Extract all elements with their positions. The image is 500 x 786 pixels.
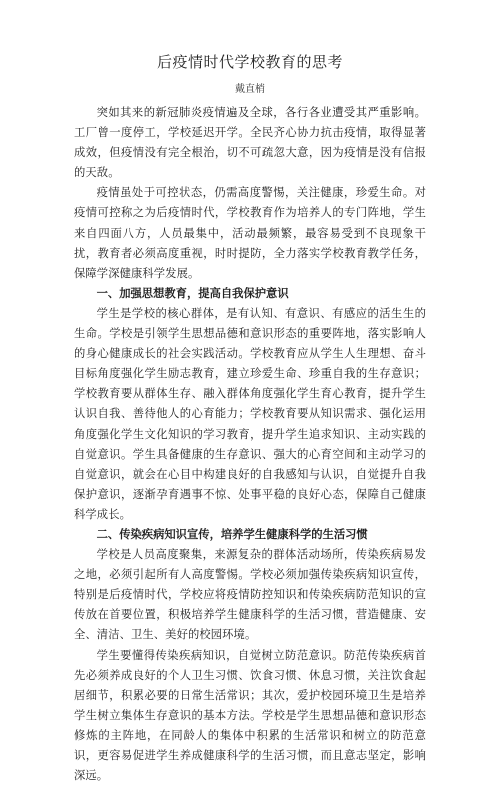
page-title: 后疫情时代学校教育的思考 [156,53,343,71]
paragraph-intro-2: 疫情虽处于可控状态，仍需高度警惕，关注健康，珍爱生命。对疫情可控称之为后疫情时代，学校教育作为培养人的专门阵地，学生来自四面八方，人员最集中，活动最频繁，最容易受到不良现象干扰，教育者必须高度重视，时时提防，全力落实学校教育教学任务，保障学深健康科学发展。 [74,186,426,280]
author-name: 戴直梢 [235,84,265,95]
paragraph-section2-1: 学校是人员高度聚集，来源复杂的群体活动场所，传染疾病易发之地，必须引起所有人高度警惕。学校必须加强传染疾病知识宣传，特别是后疫情时代，学校应将疫情防控知识和传染疾病防范知识的宣传放在首要位置，积极培养学生健康科学的生活习惯，营造健康、安全、清洁、卫生、美好的校园环境。 [74,548,426,642]
paragraph-intro-1: 突如其来的新冠肺炎疫情遍及全球，各行各业遭受其严重影响。工厂曾一度停工，学校延迟开学。全民齐心协力抗击疫情，取得显著成效，但疫情没有完全根治，切不可疏忽大意，因为疫情是没有信报的天敌。 [74,106,426,180]
paragraph-section2-2: 学生要懂得传染疾病知识，自觉树立防范意识。防范传染疾病首先必须养成良好的个人卫生习惯、饮食习惯、休息习惯，关注饮食起居细节，积累必要的日常生活常识；其次，爱护校园环境卫生是培养学生树立集体生存意识的基本方法。学校是学生思想品德和意识形态修炼的主阵地，在同龄人的集体中积累的生活常识和树立的防范意识，更容易促进学生养成健康科学的生活习惯，而且意志坚定，影响深远。 [74,648,426,783]
section-heading-1: 一、加强思想教育，提高自我保护意识 [96,286,289,300]
paragraph-section1-1: 学生是学校的核心群体，是有认知、有意识、有感应的活生生的生命。学校是引领学生思想品德和意识形态的重要阵地，落实影响人的身心健康成长的社会实践活动。学校教育应从学生人生理想、奋斗目标角度强化学生励志教育，建立珍爱生命、珍重自我的生存意识；学校教育要从群体生存、融入群体角度强化学生育心教育，提升学生认识自我、善待他人的心育能力；学校教育要从知识需求、强化运用角度强化学生文化知识的学习教育，提升学生追求知识、主动实践的自觉意识。学生具备健康的生存意识、强大的心育空间和主动学习的自觉意识，就会在心目中构建良好的自我感知与认识，自觉提升自我保护意识，逐渐孕育遇事不惊、处事平稳的良好心态，保障自己健康科学成长。 [74,306,426,521]
section-heading-2: 二、传染疾病知识宣传，培养学生健康科学的生活习惯 [96,527,368,541]
